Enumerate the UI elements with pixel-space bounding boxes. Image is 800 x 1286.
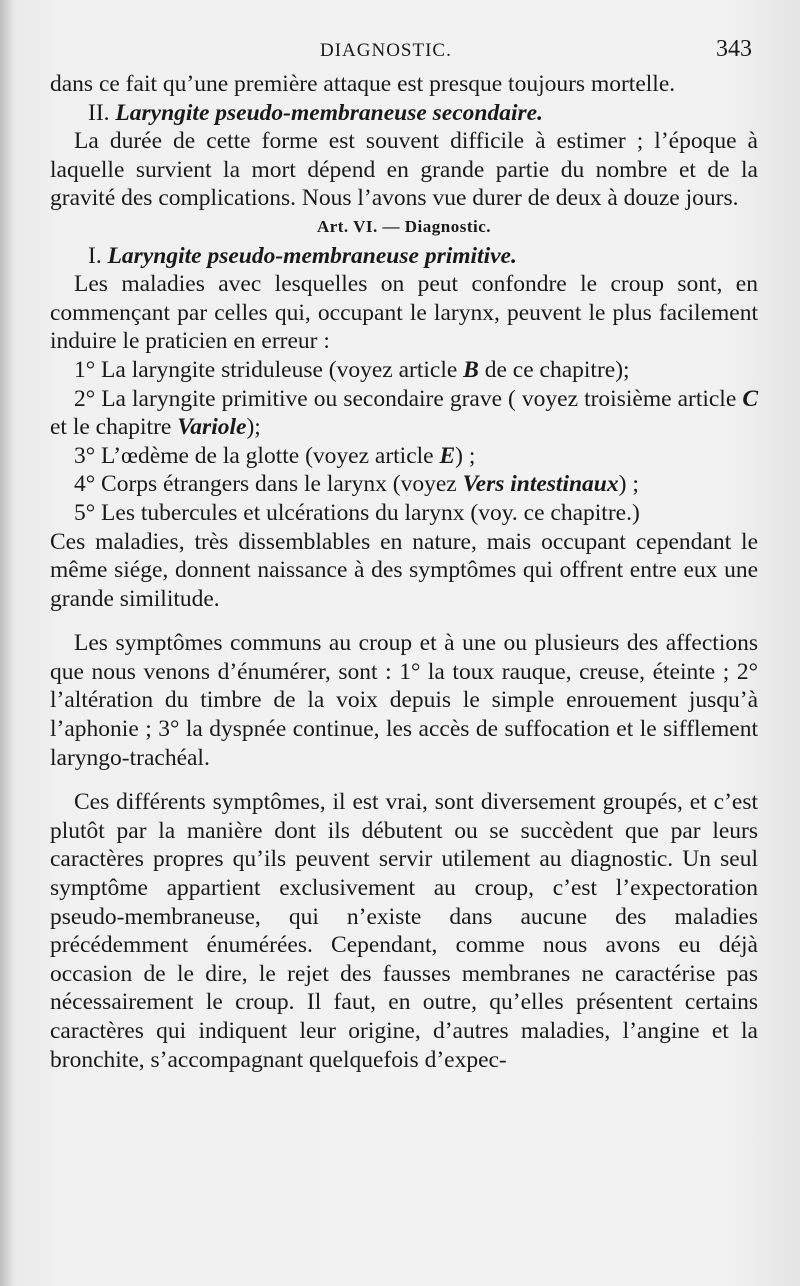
section-title: Laryngite pseudo-membraneuse primitive. [107,242,517,269]
paragraph-continuation: dans ce fait qu’une première attaque est presque toujours mortelle. [50,71,676,97]
section-title: Laryngite pseudo-membraneuse secondaire. [115,99,543,126]
paragraph-duree: La durée de cette forme est souvent difficile à estimer ; l’époque à laquelle survient la mort dépend en grande partie du nombre et de la gravité des complications. Nous l’avons vue durer de deux à douze jours. [50,128,758,212]
page-header [50,36,758,70]
running-title: DIAGNOSTIC. [320,40,452,61]
page-body [50,70,758,1074]
list-item: 2° La laryngite primitive ou secondaire grave ( voyez troisième article C et le chapitre Variole); [50,385,758,441]
paragraph-differents: Ces différents symptômes, il est vrai, sont diversement groupés, et c’est plutôt par la manière dont ils débutent ou se succèdent que par leurs caractères propres qu’ils peuvent servir utilement au diagnostic. Un seul symptôme appartient exclusivement au croup, c’est l’expectoration pseudo-membraneuse, qui n’existe dans aucune des maladies précédemment énumérées. Cependant, comme nous avons eu déjà occasion de le dire, le rejet des fausses membranes ne caractérise pas nécessairement le croup. Il faut, en outre, qu’elles présentent certains caractères qui indiquent leur origine, d’autres maladies, l’angine et la bronchite, s’accompagnant quelquefois d’expec- [50,789,758,1073]
list-item: 5° Les tubercules et ulcérations du larynx (voy. ce chapitre.) [74,499,640,526]
paragraph-gap [50,613,758,629]
paragraph-maladies: Les maladies avec lesquelles on peut confondre le croup sont, en commençant par celles qui, occupant le larynx, peuvent le plus facilement induire le praticien en erreur : [50,271,758,355]
section-heading-secondaire [50,99,758,128]
section-number: II. [88,99,110,126]
article-heading: Art. VI. — Diagnostic. [316,216,492,236]
paragraph-gap [50,772,758,788]
list-item: 1° La laryngite striduleuse (voyez article B de ce chapitre); [74,356,630,383]
page-edge-shadow [0,0,14,1286]
page-number: 343 [716,36,752,62]
paragraph-communs: Les symptômes communs au croup et à une ou plusieurs des affections que nous venons d’énumérer, sont : 1° la toux rauque, creuse, éteinte ; 2° l’altération du timbre de la voix depuis le simple enrouement jusqu’à l’aphonie ; 3° la dyspnée continue, les accès de suffocation et le sifflement laryngo-trachéal. [50,630,758,771]
section-heading-primitive [50,242,758,271]
paragraph-dissemblables: Ces maladies, très dissemblables en nature, mais occupant cependant le même siége, donnent naissance à des symptômes qui offrent entre eux une grande similitude. [50,528,758,612]
list-item: 3° L’œdème de la glotte (voyez article E) ; [74,442,476,469]
section-number: I. [88,242,102,269]
list-item: 4° Corps étrangers dans le larynx (voyez Vers intestinaux) ; [74,471,639,498]
